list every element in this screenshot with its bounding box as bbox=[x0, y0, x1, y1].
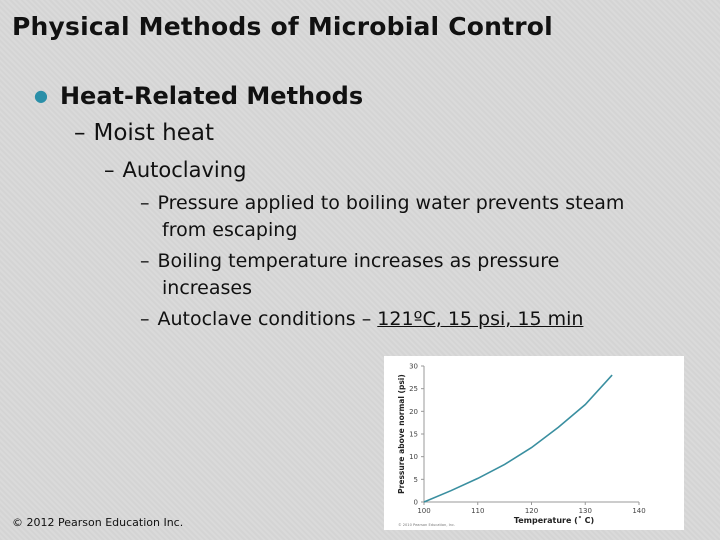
dash-icon: – bbox=[74, 120, 86, 146]
y-tick-label: 25 bbox=[409, 385, 418, 394]
dash-icon: – bbox=[140, 308, 150, 330]
detail-text: Autoclave conditions – bbox=[157, 308, 378, 330]
sub-bullet-moist-heat bbox=[74, 120, 214, 146]
x-tick-label: 110 bbox=[471, 507, 485, 515]
copyright-footer: © 2012 Pearson Education Inc. bbox=[12, 516, 184, 529]
chart-svg bbox=[384, 356, 684, 530]
detail-item-1-line-2: from escaping bbox=[162, 219, 298, 241]
detail-item-2-line-2: increases bbox=[162, 277, 252, 299]
y-tick-label: 5 bbox=[413, 475, 418, 484]
pressure-curve bbox=[424, 375, 612, 502]
detail-item-3 bbox=[140, 308, 583, 330]
y-tick-label: 30 bbox=[409, 362, 418, 371]
sub-bullet-autoclaving bbox=[104, 158, 246, 182]
sub-bullet-text: Moist heat bbox=[93, 120, 214, 146]
slide-title: Physical Methods of Microbial Control bbox=[12, 12, 553, 41]
bullet-heat-related-methods bbox=[34, 82, 363, 110]
pressure-temperature-chart bbox=[384, 356, 684, 530]
x-tick-label: 130 bbox=[578, 507, 592, 515]
detail-text: Boiling temperature increases as pressure bbox=[157, 250, 560, 272]
y-tick-label: 20 bbox=[409, 407, 418, 416]
detail-text: Pressure applied to boiling water prevents steam bbox=[157, 192, 625, 214]
x-tick-label: 100 bbox=[417, 507, 431, 515]
detail-item-1-line-1 bbox=[140, 192, 624, 214]
dash-icon: – bbox=[140, 192, 150, 214]
y-axis-label: Pressure above normal (psi) bbox=[397, 374, 406, 494]
dash-icon: – bbox=[104, 158, 115, 182]
chart-credit: © 2010 Pearson Education, Inc. bbox=[398, 523, 456, 527]
x-axis-label: Temperature (˚ C) bbox=[513, 516, 595, 525]
x-tick-label: 140 bbox=[632, 507, 646, 515]
autoclave-conditions-value: 121ºC, 15 psi, 15 min bbox=[377, 308, 584, 330]
sub-bullet-text: Autoclaving bbox=[122, 158, 247, 182]
y-tick-label: 15 bbox=[409, 430, 418, 439]
x-tick-label: 120 bbox=[524, 507, 539, 515]
bullet-text: Heat-Related Methods bbox=[59, 82, 364, 110]
dash-icon: – bbox=[140, 250, 150, 272]
y-tick-label: 10 bbox=[409, 453, 418, 462]
bullet-dot-icon: ● bbox=[34, 86, 48, 105]
detail-item-2-line-1 bbox=[140, 250, 559, 272]
y-tick-label: 0 bbox=[413, 498, 418, 507]
